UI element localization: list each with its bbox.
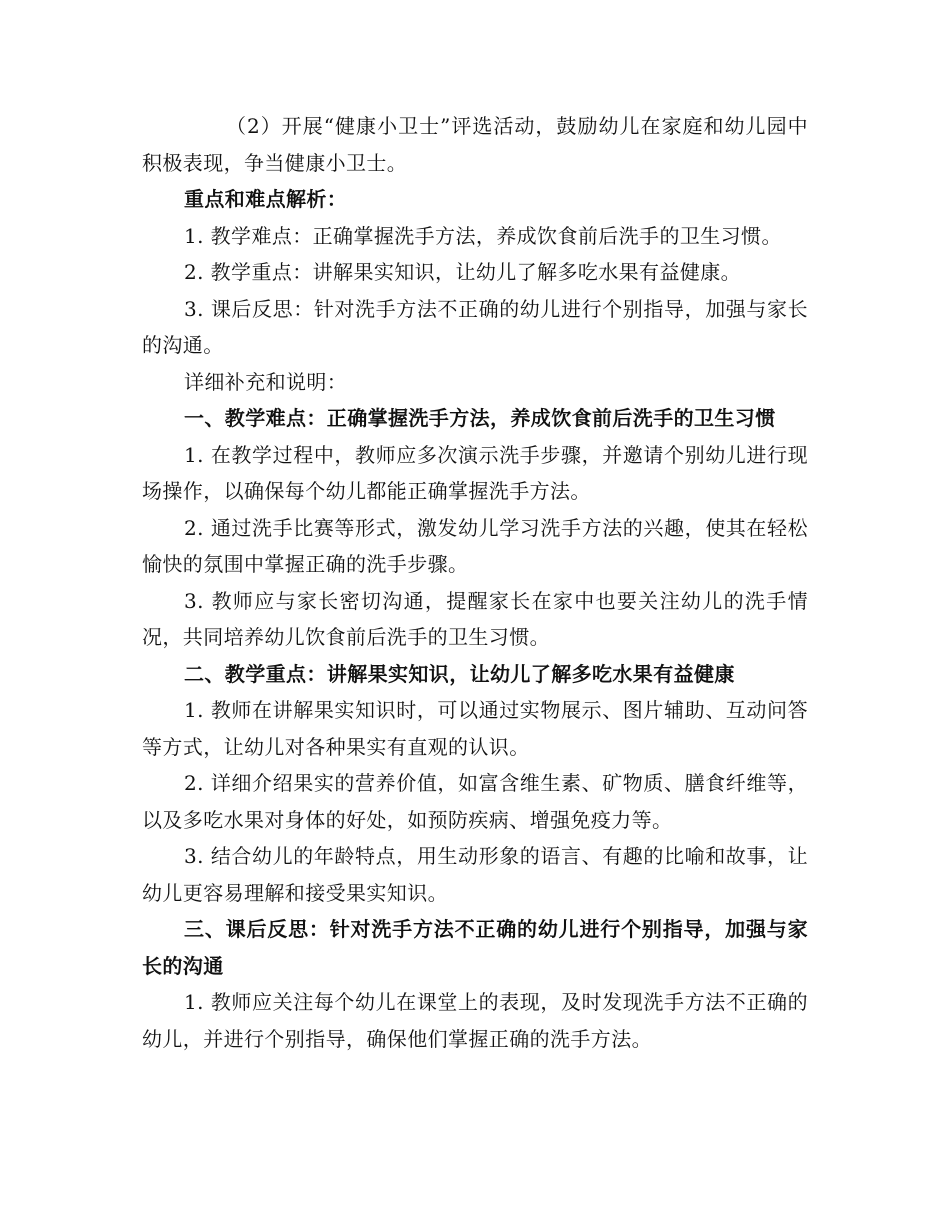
key-points-heading: 重点和难点解析： <box>184 187 348 211</box>
document-body <box>142 108 808 1057</box>
difficulty-item-1: 1. 在教学过程中，教师应多次演示洗手步骤，并邀请个别幼儿进行现场操作，以确保每个幼儿都能正确掌握洗手方法。 <box>142 442 808 503</box>
section-heading-focus: 二、教学重点：讲解果实知识，让幼儿了解多吃水果有益健康 <box>184 661 735 686</box>
section-heading-reflection: 三、课后反思：针对洗手方法不正确的幼儿进行个别指导，加强与家长的沟通 <box>142 917 808 978</box>
reflection-item-1: 1. 教师应关注每个幼儿在课堂上的表现，及时发现洗手方法不正确的幼儿，并进行个别指导，确保他们掌握正确的洗手方法。 <box>142 990 808 1051</box>
supplement-heading: 详细补充和说明： <box>184 369 348 394</box>
list-item-difficulty: 1. 教学难点：正确掌握洗手方法，养成饮食前后洗手的卫生习惯。 <box>184 223 782 248</box>
list-item-reflection: 3. 课后反思：针对洗手方法不正确的幼儿进行个别指导，加强与家长的沟通。 <box>142 296 808 357</box>
difficulty-item-3: 3. 教师应与家长密切沟通，提醒家长在家中也要关注幼儿的洗手情况，共同培养幼儿饮食前后洗手的卫生习惯。 <box>142 588 808 649</box>
difficulty-item-2: 2. 通过洗手比赛等形式，激发幼儿学习洗手方法的兴趣，使其在轻松愉快的氛围中掌握正确的洗手步骤。 <box>142 515 808 576</box>
activity-paragraph: （2）开展“健康小卫士”评选活动，鼓励幼儿在家庭和幼儿园中积极表现，争当健康小卫士。 <box>142 114 808 175</box>
list-item-focus: 2. 教学重点：讲解果实知识，让幼儿了解多吃水果有益健康。 <box>184 260 742 284</box>
focus-item-2: 2. 详细介绍果实的营养价值，如富含维生素、矿物质、膳食纤维等，以及多吃水果对身体的好处，如预防疾病、增强免疫力等。 <box>142 771 808 832</box>
section-heading-difficulty: 一、教学难点：正确掌握洗手方法，养成饮食前后洗手的卫生习惯 <box>184 406 776 430</box>
focus-item-3: 3. 结合幼儿的年龄特点，用生动形象的语言、有趣的比喻和故事，让幼儿更容易理解和接受果实知识。 <box>142 844 808 905</box>
focus-item-1: 1. 教师在讲解果实知识时，可以通过实物展示、图片辅助、互动问答等方式，让幼儿对各种果实有直观的认识。 <box>142 698 808 759</box>
